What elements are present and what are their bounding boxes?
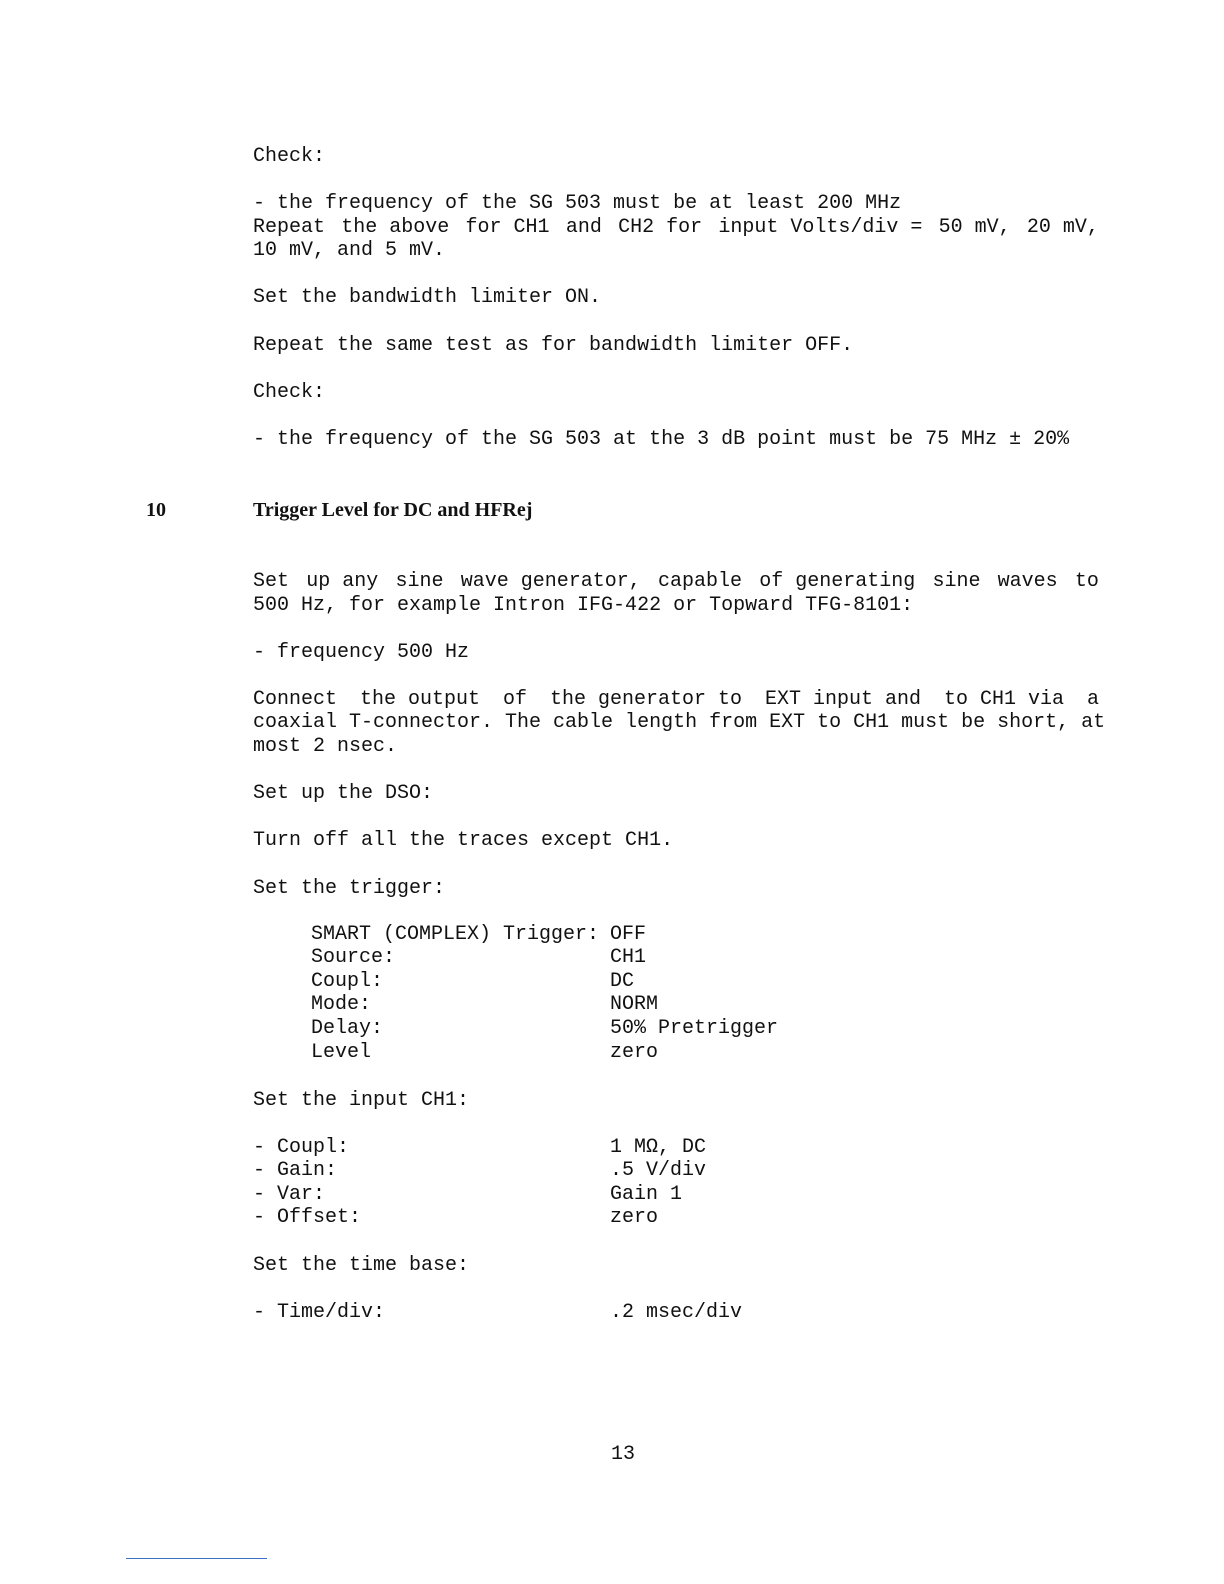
word: of: [502, 688, 527, 711]
input-ch1-heading: Set the input CH1:: [253, 1089, 470, 1112]
word: the output: [359, 688, 481, 711]
word: 20 mV,: [1026, 216, 1099, 239]
word: of generating: [759, 570, 916, 593]
trigger-setting-value: zero: [610, 1041, 659, 1064]
connect-instruction-line-2: coaxial T-connector. The cable length from EXT to CH1 must be short, at: [253, 711, 1106, 734]
word: to: [1074, 570, 1099, 593]
connect-instruction-line-3: most 2 nsec.: [253, 735, 398, 758]
repeat-instruction-line-2: 10 mV, and 5 mV.: [253, 239, 446, 262]
connect-instruction-line-1: [253, 688, 1099, 712]
word: capable: [657, 570, 742, 593]
word: and: [565, 216, 602, 239]
frequency-3db-requirement: - the frequency of the SG 503 at the 3 dB point must be 75 MHz ± 20%: [253, 428, 1070, 451]
input-setting-label: - Var:: [253, 1183, 326, 1206]
trigger-setting-label: Mode:: [311, 993, 372, 1016]
word: CH2 for: [618, 216, 703, 239]
frequency-requirement: - the frequency of the SG 503 must be at least 200 MHz: [253, 192, 902, 215]
word: for CH1: [465, 216, 550, 239]
word: input Volts/div =: [718, 216, 923, 239]
word: Connect: [253, 688, 338, 711]
input-setting-value: zero: [610, 1206, 659, 1229]
page-number: 13: [611, 1443, 636, 1466]
trigger-setting-label: Coupl:: [311, 970, 384, 993]
bandwidth-limiter-on: Set the bandwidth limiter ON.: [253, 286, 602, 309]
word: waves: [997, 570, 1058, 593]
generator-setup-line-2: 500 Hz, for example Intron IFG-422 or Topward TFG-8101:: [253, 594, 914, 617]
time-base-heading: Set the time base:: [253, 1254, 470, 1277]
word: up any: [306, 570, 379, 593]
input-setting-label: - Gain:: [253, 1159, 338, 1182]
word: Set: [253, 570, 290, 593]
word: to CH1 via: [943, 688, 1064, 711]
timebase-setting-value: .2 msec/div: [610, 1301, 743, 1324]
section-title: Trigger Level for DC and HFRej: [253, 499, 533, 521]
trigger-setting-value: NORM: [610, 993, 659, 1016]
word: sine: [395, 570, 444, 593]
word: wave generator,: [460, 570, 641, 593]
section-number: 10: [146, 499, 166, 521]
repeat-same-test: Repeat the same test as for bandwidth limiter OFF.: [253, 334, 854, 357]
trigger-setting-label: Source:: [311, 946, 396, 969]
trigger-setting-value: 50% Pretrigger: [610, 1017, 779, 1040]
footnote-rule: [126, 1558, 267, 1559]
trigger-setting-value: DC: [610, 970, 635, 993]
word: 50 mV,: [938, 216, 1011, 239]
word: EXT input and: [764, 688, 921, 711]
input-setting-value: .5 V/div: [610, 1159, 707, 1182]
repeat-instruction-line-1: [253, 216, 1099, 240]
input-setting-value: 1 MΩ, DC: [610, 1136, 707, 1159]
trigger-setting-value: OFF: [610, 923, 647, 946]
timebase-setting-label: - Time/div:: [253, 1301, 386, 1324]
word: the generator to: [549, 688, 742, 711]
trigger-setting-value: CH1: [610, 946, 647, 969]
trigger-setting-label: Delay:: [311, 1017, 384, 1040]
trigger-setting-label: SMART (COMPLEX) Trigger:: [311, 923, 600, 946]
set-trigger-heading: Set the trigger:: [253, 877, 446, 900]
turn-off-traces: Turn off all the traces except CH1.: [253, 829, 674, 852]
word: sine: [932, 570, 981, 593]
word: Repeat: [253, 216, 326, 239]
input-setting-value: Gain 1: [610, 1183, 683, 1206]
input-setting-label: - Offset:: [253, 1206, 362, 1229]
word: a: [1086, 688, 1099, 711]
check-heading: Check:: [253, 145, 326, 168]
word: the above: [341, 216, 450, 239]
generator-setup-line-1: [253, 570, 1099, 594]
frequency-setting: - frequency 500 Hz: [253, 641, 470, 664]
check-heading: Check:: [253, 381, 326, 404]
setup-dso-heading: Set up the DSO:: [253, 782, 434, 805]
trigger-setting-label: Level: [311, 1041, 372, 1064]
input-setting-label: - Coupl:: [253, 1136, 350, 1159]
